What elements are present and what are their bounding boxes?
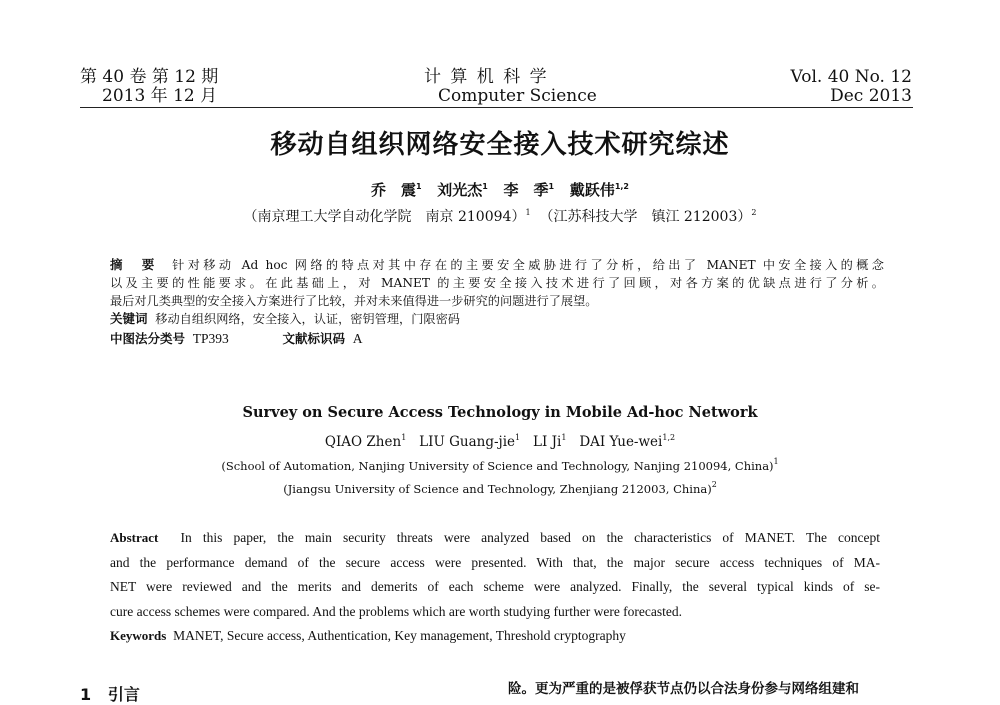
- abstract-cn-line: 以及主要的性能要求。在此基础上，对 MANET 的主要安全接入技术进行了回顾，对各方案的优缺点进行了分析。: [110, 276, 884, 290]
- author-list-en: [0, 434, 1000, 450]
- abstract-cn-text: 针对移动 Ad hoc 网络的特点对其中存在的主要安全威胁进行了分析，给出了 MANET 中安全接入的概念: [172, 258, 884, 272]
- affiliation-text: (Jiangsu University of Science and Technology, Zhenjiang 212003, China): [283, 482, 712, 496]
- author-name: LI Ji: [533, 434, 562, 450]
- date-en: Dec 2013: [830, 86, 912, 106]
- classification-line: [110, 330, 884, 348]
- author-affil-mark: 1: [515, 433, 521, 442]
- journal-name-en: Computer Science: [438, 86, 597, 106]
- volume-issue-en: Vol. 40 No. 12: [790, 67, 912, 87]
- author-affil-mark: 1: [548, 182, 555, 191]
- author-name: 刘光杰: [437, 181, 483, 199]
- author-name: LIU Guang-jie: [419, 434, 516, 450]
- abstract-cn-label: 摘 要: [110, 257, 158, 272]
- author-affil-mark: 1: [482, 182, 488, 191]
- paper-title-en: Survey on Secure Access Technology in Mobile Ad-hoc Network: [242, 404, 758, 421]
- abstract-en: [110, 526, 880, 649]
- abstract-cn-line: [110, 256, 884, 274]
- abstract-en-line: and the performance demand of the secure access were presented. With that, the major secure access techniques of MA-: [110, 554, 880, 570]
- author-affil-mark: 1: [561, 433, 567, 442]
- keywords-cn: [110, 310, 884, 328]
- affiliation-mark: 1: [773, 457, 779, 466]
- affiliation-mark: 2: [751, 208, 757, 217]
- affiliation-text: (School of Automation, Nanjing University of Science and Technology, Nanjing 210094, China): [221, 459, 774, 473]
- keywords-en-text: MANET, Secure access, Authentication, Key management, Threshold cryptography: [173, 628, 626, 643]
- classification-label: 中图法分类号: [110, 331, 186, 346]
- date-cn: 2013 年 12 月: [102, 86, 218, 106]
- abstract-en-line: cure access schemes were compared. And the problems which are worth studying further were forecasted.: [110, 603, 683, 619]
- doc-code-label: 文献标识码: [282, 331, 346, 346]
- keywords-cn-text: 移动自组织网络，安全接入，认证，密钥管理，门限密码: [155, 312, 460, 326]
- author-name: 戴跃伟: [569, 181, 615, 199]
- section-number: 1: [80, 685, 92, 704]
- author-name: 乔 震: [371, 181, 417, 199]
- abstract-en-text: In this paper, the main security threats were analyzed based on the characteristics of MANET. The concept: [180, 530, 880, 545]
- doc-code-value: A: [352, 331, 363, 346]
- affiliation-2-en: [0, 482, 1000, 496]
- abstract-cn: [110, 256, 884, 348]
- author-name: DAI Yue-wei: [579, 434, 663, 450]
- affiliations-cn: [0, 206, 1000, 226]
- affiliation-1-en: [0, 459, 1000, 473]
- header-rule: [80, 107, 913, 108]
- author-name: 李 季: [503, 181, 549, 199]
- paper-title-cn: 移动自组织网络安全接入技术研究综述: [270, 130, 730, 160]
- author-affil-mark: 1,2: [614, 182, 629, 191]
- section-title: 引言: [107, 685, 140, 704]
- abstract-en-line: [110, 526, 880, 551]
- author-affil-mark: 1: [416, 182, 422, 191]
- affiliation-mark: 1: [525, 208, 531, 217]
- classification-value: TP393: [192, 331, 229, 346]
- volume-issue-cn: 第 40 卷 第 12 期: [80, 67, 219, 87]
- affiliation-2-cn: （江苏科技大学 镇江 212003）: [539, 209, 752, 225]
- body-text-right-column: 险。更为严重的是被俘获节点仍以合法身份参与网络组建和: [508, 681, 859, 697]
- affiliation-1-cn: （南京理工大学自动化学院 南京 210094）: [243, 209, 526, 225]
- author-list-cn: [0, 179, 1000, 200]
- author-affil-mark: 1,2: [662, 433, 676, 442]
- journal-name-cn: 计 算 机 科 学: [424, 67, 549, 87]
- author-name: QIAO Zhen: [324, 434, 402, 450]
- affiliation-mark: 2: [711, 480, 717, 489]
- keywords-en-label: Keywords: [110, 628, 167, 643]
- abstract-en-label: Abstract: [110, 530, 159, 545]
- abstract-en-line: NET were reviewed and the merits and demerits of each scheme were analyzed. Finally, the several typical kinds of se-: [110, 579, 880, 594]
- author-affil-mark: 1: [401, 433, 407, 442]
- abstract-cn-line: 最后对几类典型的安全接入方案进行了比较，并对未来值得进一步研究的问题进行了展望。: [110, 294, 598, 308]
- keywords-cn-label: 关键词: [110, 311, 148, 326]
- section-heading: [80, 682, 140, 705]
- keywords-en: [110, 624, 880, 649]
